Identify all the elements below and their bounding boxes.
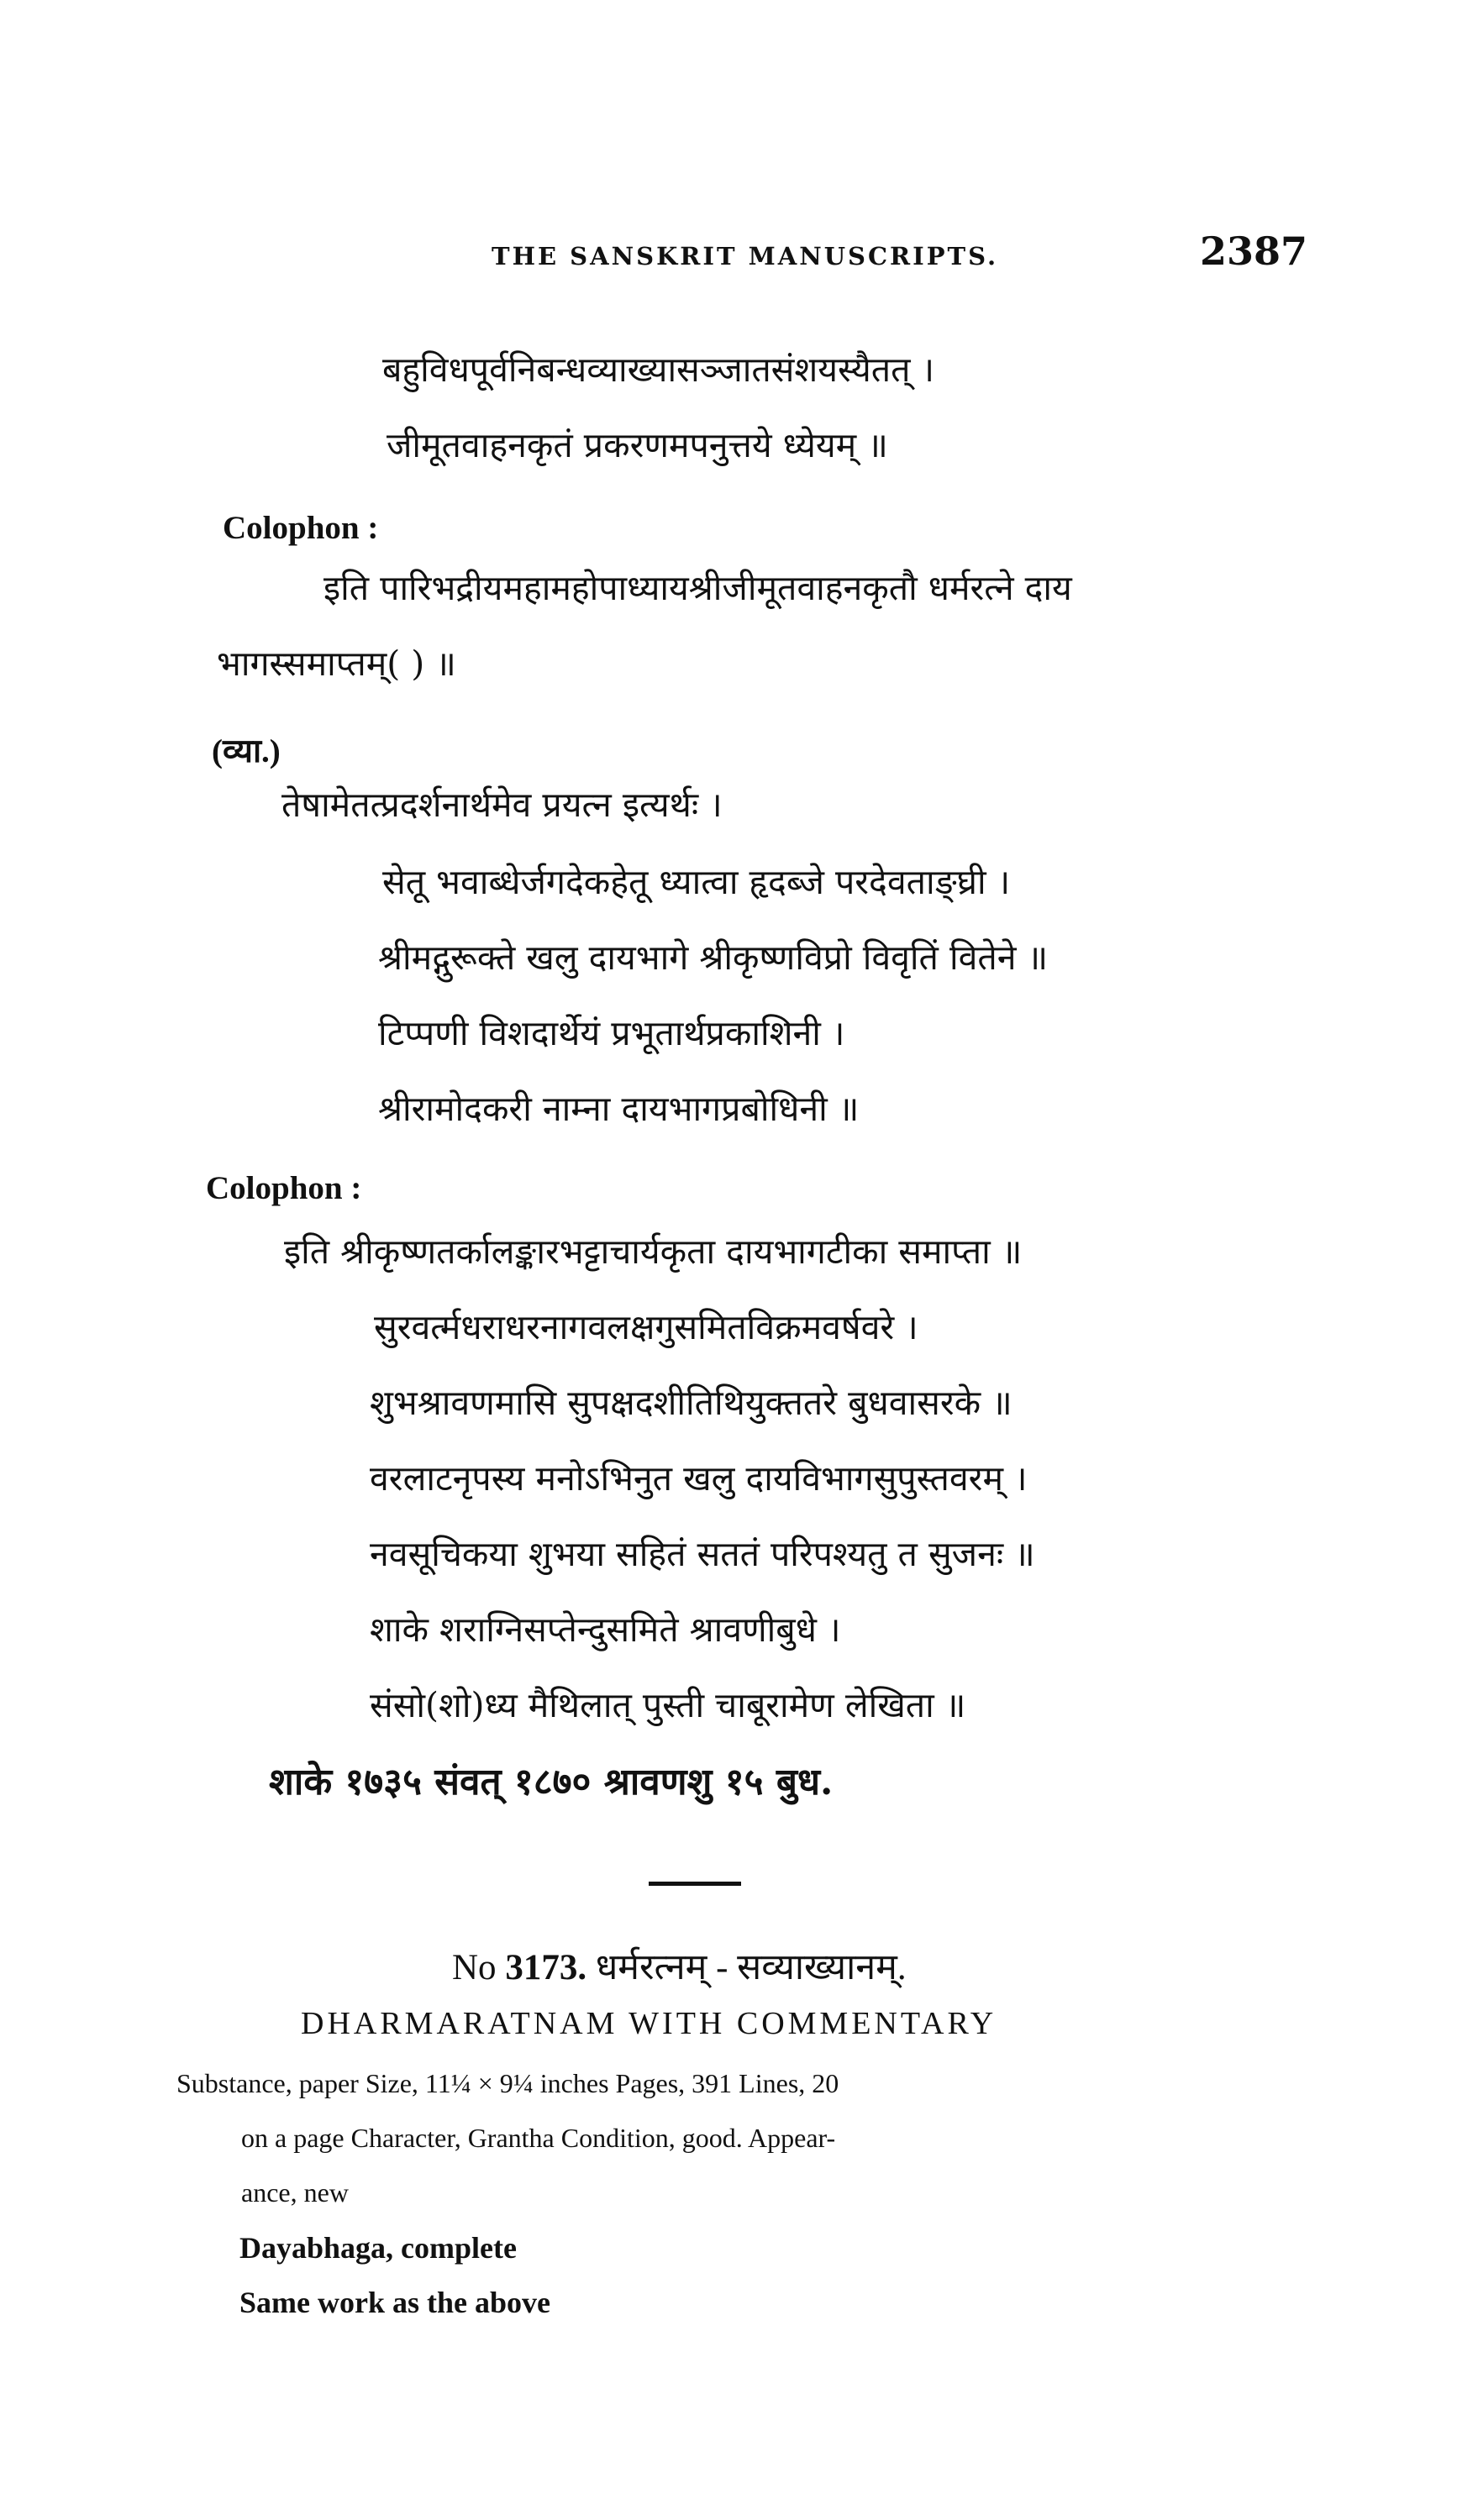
colophon-label: Colophon : bbox=[223, 510, 379, 546]
entry-number: 3173. bbox=[505, 1948, 587, 1987]
colophon-first-line: इति श्रीकृष्णतर्कालङ्कारभट्टाचार्यकृता दायभागटीका समाप्ता ॥ bbox=[284, 1231, 1023, 1272]
colophon-verse-line: संसो(शो)ध्य मैथिलात् पुस्ती चाबूरामेण लेखिता ॥ bbox=[370, 1685, 966, 1725]
colophon-line: इति पारिभद्रीयमहामहोपाध्यायश्रीजीमूतवाहनकृतौ धर्मरत्ने दाय bbox=[323, 568, 1072, 608]
commentary-label: (व्या.) bbox=[212, 733, 281, 769]
colophon-date-line: शाके १७३५ संवत् १८७० श्रावणशु १५ बुध. bbox=[269, 1761, 834, 1803]
colophon-line: भागस्समाप्तम्( ) ॥ bbox=[217, 643, 456, 684]
colophon-verse-line: वरलाटनृपस्य मनोऽभिनुत खलु दायविभागसुपुस्तवरम् । bbox=[370, 1458, 1028, 1499]
colophon-verse-line: शाके शराग्निसप्तेन्दुसमिते श्रावणीबुधे । bbox=[370, 1609, 841, 1650]
commentary-first-line: तेषामेतत्प्रदर्शनार्थमेव प्रयत्न इत्यर्थः । bbox=[281, 785, 723, 825]
commentary-verse-line: श्रीमद्गुरूक्ते खलु दायभागे श्रीकृष्णविप्रो विवृतिं वितेने ॥ bbox=[378, 937, 1049, 978]
colophon-verse-line: शुभश्रावणमासि सुपक्षदशीतिथियुक्ततरे बुधवासरके ॥ bbox=[370, 1383, 1013, 1423]
entry-note: Same work as the above bbox=[239, 2286, 550, 2319]
entry-note: Dayabhaga, complete bbox=[239, 2231, 517, 2265]
page-number: 2387 bbox=[1200, 228, 1308, 274]
commentary-verse-line: सेतू भवाब्धेर्जगदेकहेतू ध्यात्वा हृदब्जे परदेवताङ्घ्री । bbox=[382, 862, 1011, 902]
entry-meta-line: Substance, paper Size, 11¼ × 9¼ inches Pages, 391 Lines, 20 bbox=[176, 2068, 839, 2098]
running-title: THE SANSKRIT MANUSCRIPTS. bbox=[492, 242, 999, 270]
colophon-verse-line: सुरवर्त्मधराधरनागवलक्षगुसमितविक्रमवर्षवरे । bbox=[374, 1307, 918, 1347]
entry-heading bbox=[452, 1940, 907, 1990]
commentary-verse-line: टिप्पणी विशदार्थेयं प्रभूतार्थप्रकाशिनी । bbox=[378, 1013, 845, 1053]
verse-top-line-1: बहुविधपूर्वनिबन्धव्याख्यासञ्जातसंशयस्यैतत् । bbox=[382, 349, 935, 390]
commentary-verse-line: श्रीरामोदकरी नाम्ना दायभागप्रबोधिनी ॥ bbox=[378, 1089, 860, 1129]
entry-number-prefix: No bbox=[452, 1948, 497, 1987]
entry-meta-line: on a page Character, Grantha Condition, good. Appear- bbox=[241, 2123, 836, 2153]
entry-meta-line: ance, new bbox=[241, 2177, 349, 2208]
entry-title-english: DHARMARATNAM WITH COMMENTARY bbox=[301, 2006, 997, 2041]
colophon-verse-line: नवसूचिकया शुभया सहितं सततं परिपश्यतु त सुजनः ॥ bbox=[370, 1534, 1035, 1574]
verse-top-line-2: जीमूतवाहनकृतं प्रकरणमपनुत्तये ध्येयम् ॥ bbox=[387, 425, 888, 465]
entry-title-devanagari: धर्मरत्नम् - सव्याख्यानम्. bbox=[595, 1948, 907, 1987]
section-divider bbox=[649, 1882, 741, 1886]
colophon-label: Colophon : bbox=[206, 1170, 362, 1206]
